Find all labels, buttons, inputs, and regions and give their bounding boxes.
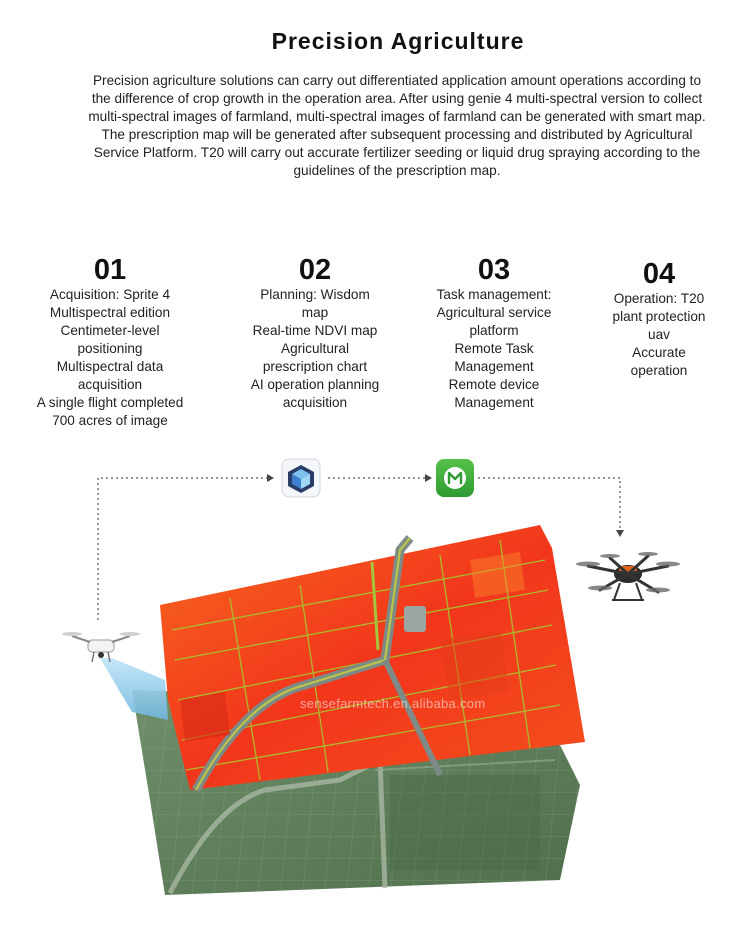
step-task-management	[414, 254, 574, 412]
survey-drone-icon	[62, 632, 140, 662]
step-line: positioning	[77, 341, 143, 356]
step-line: Management	[454, 359, 534, 374]
step-line: Multispectral edition	[49, 305, 171, 320]
step-line: Remote Task	[454, 341, 534, 356]
step-line: 700 acres of image	[52, 413, 168, 428]
step-line: Centimeter-level	[60, 323, 160, 338]
step-line: Acquisition: Sprite 4	[49, 287, 171, 302]
step-line: Real-time NDVI map	[252, 323, 378, 338]
step-line: platform	[469, 323, 519, 338]
step-number: 02	[298, 254, 332, 286]
step-line: uav	[648, 327, 670, 342]
step-line: Agricultural service	[436, 305, 552, 320]
step-line: Management	[454, 395, 534, 410]
step-line: Operation: T20	[613, 291, 705, 306]
step-number: 04	[642, 258, 676, 290]
step-line: prescription chart	[262, 359, 368, 374]
step-line: map	[301, 305, 329, 320]
step-acquisition	[20, 254, 200, 430]
step-line: A single flight completed	[36, 395, 184, 410]
spraying-drone-icon	[576, 552, 680, 600]
step-line: plant protection	[612, 309, 706, 324]
watermark: sensefarmtech.en.alibaba.com	[300, 696, 486, 711]
step-line: Remote device	[448, 377, 540, 392]
step-line: Multispectral data	[56, 359, 164, 374]
step-line: operation	[630, 363, 688, 378]
page-title: Precision Agriculture	[271, 28, 525, 54]
step-line: AI operation planning	[250, 377, 380, 392]
step-line: Planning: Wisdom	[260, 287, 370, 302]
step-number: 03	[477, 254, 511, 286]
step-line: acquisition	[77, 377, 143, 392]
step-line: Agricultural	[281, 341, 349, 356]
agri-service-app-icon	[436, 459, 474, 497]
step-line: Task management:	[436, 287, 552, 302]
step-operation	[594, 258, 724, 380]
step-line: acquisition	[282, 395, 348, 410]
intro-paragraph: Precision agriculture solutions can carry out differentiated application amount operations according to the difference of crop growth in the operation area. After using genie 4 multi-spectral version to collect multi-spectral images of farmland, multi-spectral images of farmland can be generated with smart map. The prescription map will be generated after subsequent processing and distributed by Agricultural Service Platform. T20 will carry out accurate fertilizer seeding or liquid drug spraying according to the guidelines of the prescription map.	[88, 73, 706, 178]
step-line: Accurate	[632, 345, 686, 360]
step-number: 01	[93, 254, 127, 286]
step-planning	[232, 254, 398, 412]
smart-map-app-icon	[282, 459, 320, 497]
workflow-illustration	[0, 440, 750, 940]
sensor-beam	[100, 658, 168, 720]
